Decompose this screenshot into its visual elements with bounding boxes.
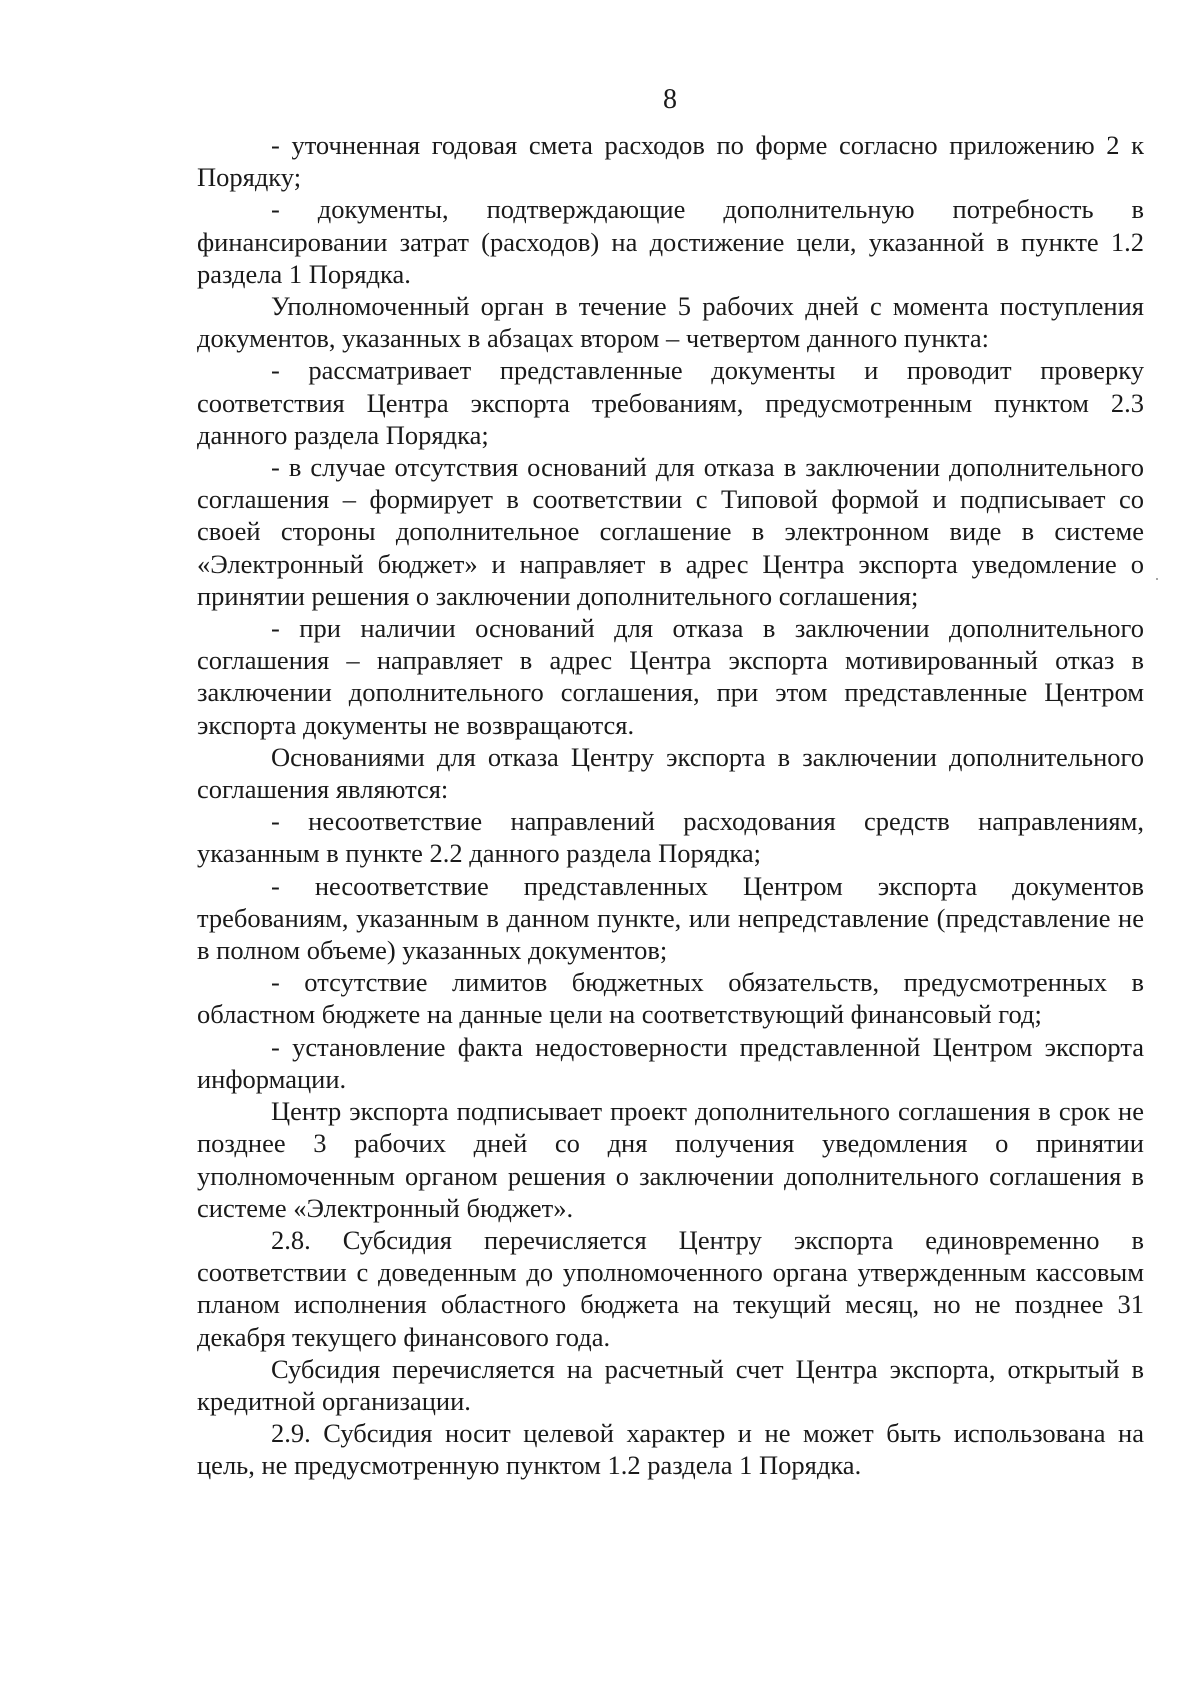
paragraph: - рассматривает представленные документы и проводит проверку соответствия Центра экспорта требованиям, предусмотренным пунктом 2.3 данного раздела Порядка;	[197, 355, 1144, 450]
paragraph: - в случае отсутствия оснований для отказа в заключении дополнительного соглашения – формирует в соответствии с Типовой формой и подписывает со своей стороны дополнительное соглашение в электронном виде в системе «Электронный бюджет» и направляет в адрес Центра экспорта уведомление о принятии решения о заключении дополнительного соглашения;	[197, 452, 1144, 611]
paragraph: 2.8. Субсидия перечисляется Центру экспорта единовременно в соответствии с доведенным до уполномоченного органа утвержденным кассовым планом исполнения областного бюджета на текущий месяц, но не позднее 31 декабря текущего финансового года.	[197, 1224, 1144, 1352]
paragraph: Основаниями для отказа Центру экспорта в заключении дополнительного соглашения являются:	[197, 741, 1144, 805]
paragraph: 2.9. Субсидия носит целевой характер и не может быть использована на цель, не предусмотренную пунктом 1.2 раздела 1 Порядка.	[197, 1418, 1144, 1481]
paragraph: - установление факта недостоверности представленной Центром экспорта информации.	[197, 1031, 1144, 1094]
scan-speck	[1156, 578, 1158, 580]
paragraph: - отсутствие лимитов бюджетных обязательств, предусмотренных в областном бюджете на данные цели на соответствующий финансовый год;	[197, 967, 1144, 1030]
paragraph: - документы, подтверждающие дополнительную потребность в финансировании затрат (расходов) на достижение цели, указанной в пункте 1.2 раздела 1 Порядка.	[197, 194, 1144, 289]
page-number: 8	[663, 84, 677, 115]
paragraph: Центр экспорта подписывает проект дополнительного соглашения в срок не позднее 3 рабочих дней со дня получения уведомления о принятии уполномоченным органом решения о заключении дополнительного соглашения в системе «Электронный бюджет».	[197, 1096, 1144, 1223]
paragraph: Субсидия перечисляется на расчетный счет Центра экспорта, открытый в кредитной организации.	[197, 1353, 1144, 1416]
paragraph: - несоответствие направлений расходования средств направлениям, указанным в пункте 2.2 данного раздела Порядка;	[197, 806, 1144, 869]
paragraph: Уполномоченный орган в течение 5 рабочих дней с момента поступления документов, указанных в абзацах втором – четвертом данного пункта:	[197, 291, 1144, 354]
paragraph: - уточненная годовая смета расходов по форме согласно приложению 2 к Порядку;	[197, 130, 1144, 193]
document-body	[197, 129, 1144, 1482]
paragraph: - при наличии оснований для отказа в заключении дополнительного соглашения – направляет в адрес Центра экспорта мотивированный отказ в заключении дополнительного соглашения, при этом представленные Центром экспорта документы не возвращаются.	[197, 613, 1144, 740]
paragraph: - несоответствие представленных Центром экспорта документов требованиям, указанным в данном пункте, или непредставление (представление не в полном объеме) указанных документов;	[197, 870, 1144, 966]
